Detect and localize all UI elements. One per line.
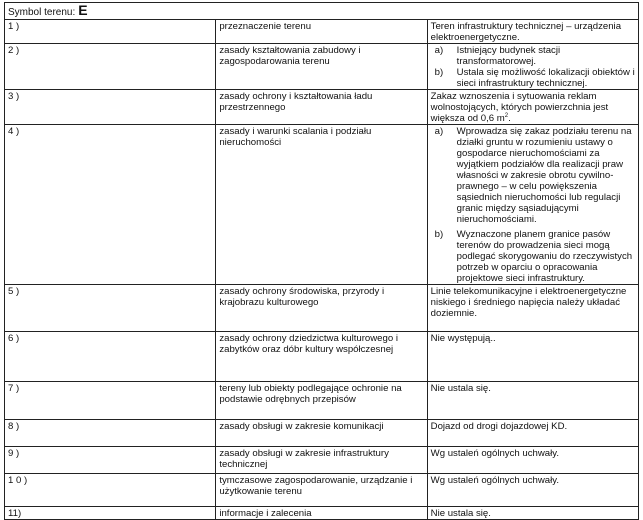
list-item	[431, 229, 635, 284]
row-content: Wg ustaleń ogólnych uchwały.	[427, 447, 638, 474]
row-number: 1 0 )	[5, 474, 216, 507]
row-content: Wg ustaleń ogólnych uchwały.	[427, 474, 638, 507]
row-number: 5 )	[5, 285, 216, 332]
list-text: Ustala się możliwość lokalizacji obiektów i sieci infrastruktury technicznej.	[456, 67, 635, 89]
symbol-value: E	[78, 2, 88, 18]
content-text-end: .	[508, 113, 511, 124]
header-row	[5, 3, 639, 20]
row-number: 8 )	[5, 420, 216, 447]
row-number: 1 )	[5, 20, 216, 44]
row-label: zasady ochrony środowiska, przyrody i krajobrazu kulturowego	[216, 285, 427, 332]
list-item	[431, 67, 635, 89]
row-number: 11)	[5, 507, 216, 520]
list-item	[431, 45, 635, 67]
row-label: tereny lub obiekty podlegające ochronie na podstawie odrębnych przepisów	[216, 382, 427, 420]
table-row	[5, 20, 639, 44]
list-text: Wprowadza się zakaz podziału terenu na działki gruntu w rozumieniu ustawy o gospodarce nieruchomościami za wyjątkiem podziałów dla realizacji praw własności w zakresie obrotu cywilno-prawnego – w celu powiększenia sąsiednich nieruchomości lub regulacji granic między sąsiadującymi nieruchomościami.	[456, 126, 632, 225]
list-marker: a)	[434, 45, 444, 56]
row-label: zasady ochrony i kształtowania ładu przestrzennego	[216, 90, 427, 125]
row-label: zasady kształtowania zabudowy i zagospodarowania terenu	[216, 44, 427, 90]
list-marker: b)	[434, 67, 444, 78]
row-content	[427, 44, 638, 90]
list-item	[431, 126, 635, 225]
list-text: Wyznaczone planem granice pasów terenów do prowadzenia sieci mogą podlegać skorygowaniu do rzeczywistych potrzeb w oparciu o opracowania projektowe sieci infrastruktury.	[456, 229, 633, 284]
row-number: 9 )	[5, 447, 216, 474]
row-content	[427, 90, 638, 125]
table-row	[5, 90, 639, 125]
row-content	[427, 125, 638, 285]
table-row	[5, 332, 639, 382]
superscript: 2	[504, 112, 509, 119]
row-number: 3 )	[5, 90, 216, 125]
row-label: przeznaczenie terenu	[216, 20, 427, 44]
list-marker: a)	[434, 126, 444, 137]
row-number: 6 )	[5, 332, 216, 382]
content-list	[431, 126, 635, 284]
row-number: 4 )	[5, 125, 216, 285]
content-list	[431, 45, 635, 89]
row-label: tymczasowe zagospodarowanie, urządzanie i użytkowanie terenu	[216, 474, 427, 507]
row-content: Dojazd od drogi dojazdowej KD.	[427, 420, 638, 447]
land-use-table	[4, 2, 639, 520]
table-row	[5, 285, 639, 332]
table-row	[5, 125, 639, 285]
row-number: 2 )	[5, 44, 216, 90]
row-content: Linie telekomunikacyjne i elektroenergetyczne niskiego i średniego napięcia należy układać doziemnie.	[427, 285, 638, 332]
row-label: informacje i zalecenia	[216, 507, 427, 520]
table-row	[5, 44, 639, 90]
row-label: zasady ochrony dziedzictwa kulturowego i zabytków oraz dóbr kultury współczesnej	[216, 332, 427, 382]
row-content: Nie występują..	[427, 332, 638, 382]
table-row	[5, 447, 639, 474]
content-text: Zakaz wznoszenia i sytuowania reklam wolnostojących, których powierzchnia jest większa od 0,6 m	[430, 91, 609, 124]
table-row	[5, 382, 639, 420]
row-content: Nie ustala się.	[427, 382, 638, 420]
document-page	[4, 2, 639, 520]
row-number: 7 )	[5, 382, 216, 420]
list-marker: b)	[434, 229, 444, 240]
row-label: zasady obsługi w zakresie komunikacji	[216, 420, 427, 447]
row-label: zasady i warunki scalania i podziału nieruchomości	[216, 125, 427, 285]
table-row	[5, 507, 639, 520]
symbol-label: Symbol terenu:	[8, 7, 76, 18]
row-content: Nie ustala się.	[427, 507, 638, 520]
table-row	[5, 420, 639, 447]
row-label: zasady obsługi w zakresie infrastruktury technicznej	[216, 447, 427, 474]
row-content: Teren infrastruktury technicznej – urządzenia elektroenergetyczne.	[427, 20, 638, 44]
list-text: Istniejący budynek stacji transformatorowej.	[456, 45, 561, 67]
table-row	[5, 474, 639, 507]
symbol-header	[5, 3, 639, 20]
